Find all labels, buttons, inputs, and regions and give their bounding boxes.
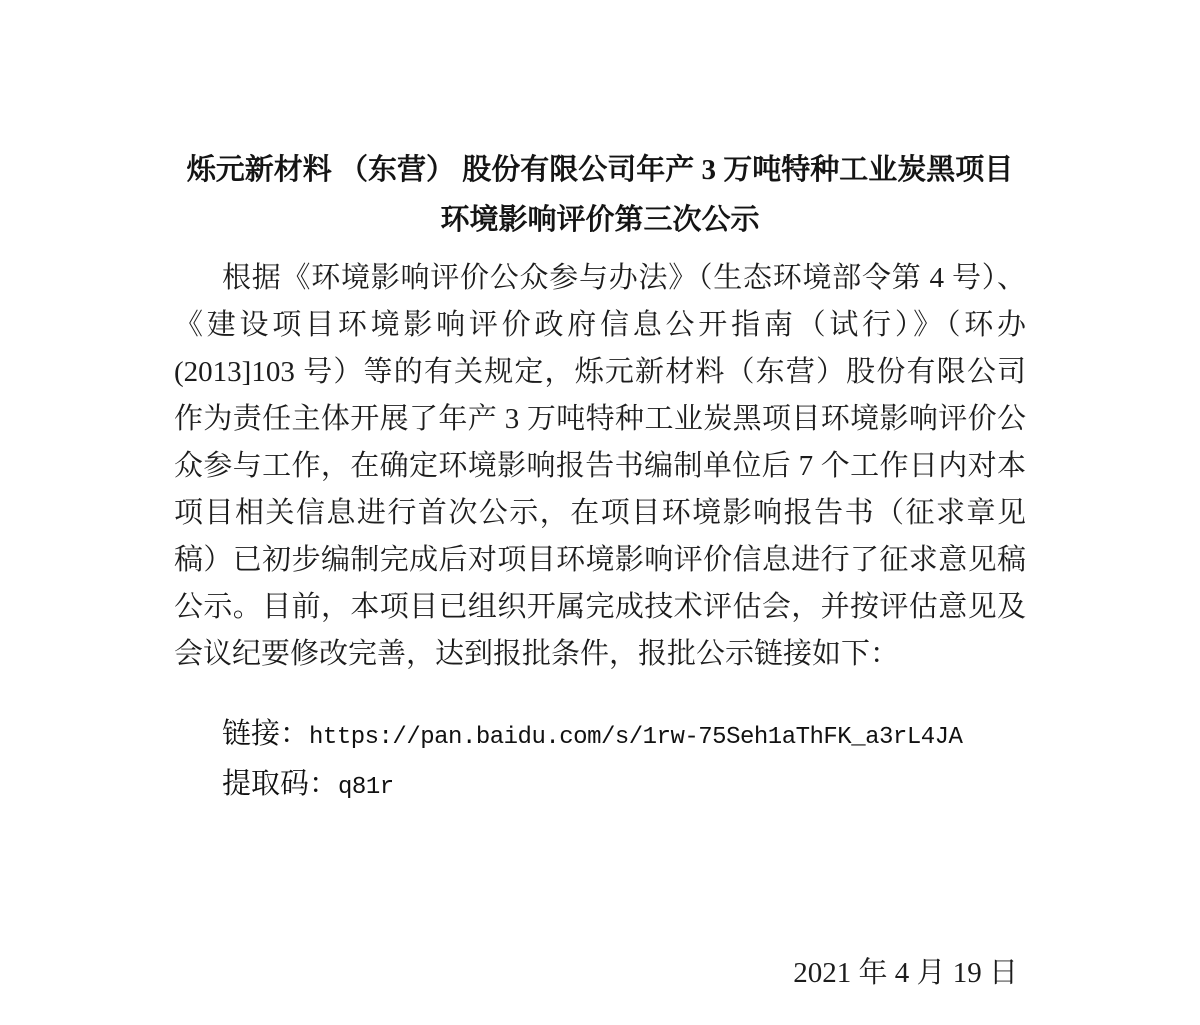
pan-baidu-link-url: https://pan.baidu.com/s/1rw-75Seh1aThFK_a3rL4JA: [309, 724, 963, 751]
extraction-code-value: q81r: [338, 774, 394, 801]
document-title-line1: 烁元新材料 （东营） 股份有限公司年产 3 万吨特种工业炭黑项目: [186, 154, 1014, 186]
links-block: [174, 711, 1026, 811]
extraction-code-label: 提取码：: [222, 768, 339, 800]
document-date: 2021 年 4 月 19 日: [793, 957, 1018, 989]
document-title: [174, 145, 1026, 245]
extraction-code-line: [174, 761, 1026, 811]
body-paragraph: 根据《环境影响评价公众参与办法》（生态环境部令第 4 号）、《建设项目环境影响评价政府信息公开指南（试行）》（环办 (2013]103 号）等的有关规定，烁元新材料（东营）股份有限公司作为责任主体开展了年产 3 万吨特种工业炭黑项目环境影响评价公众参与工作，在确定环境影响报告书编制单位后 7 个工作日内对本项目相关信息进行首次公示，在项目环境影响报告书（征求章见稿）已初步编制完成后对项目环境影响评价信息进行了征求意见稿公示。目前，本项目已组织开属完成技术评估会，并按评估意见及会议纪要修改完善，达到报批条件，报批公示链接如下：: [174, 262, 1026, 670]
link-line: [174, 711, 1026, 761]
document-page: [174, 145, 1026, 997]
document-title-line2: 环境影响评价第三次公示: [440, 204, 760, 236]
link-label: 链接：: [222, 718, 310, 750]
